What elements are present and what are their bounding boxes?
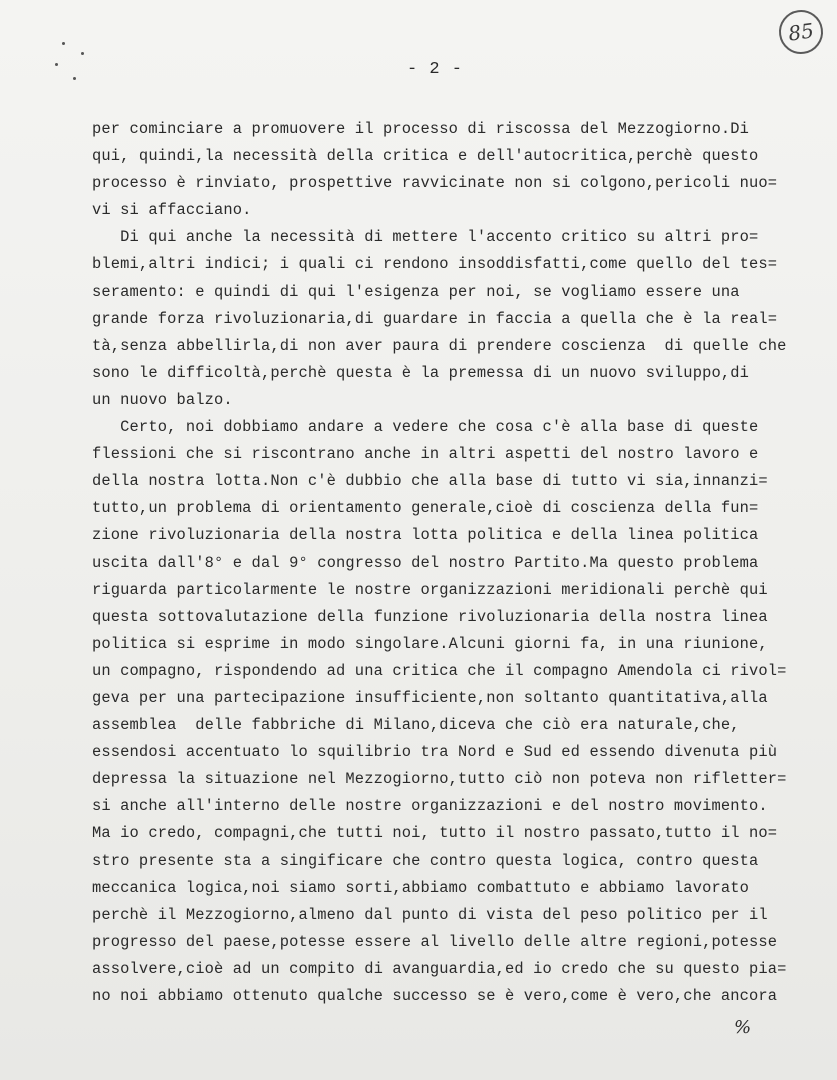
text-line: flessioni che si riscontrano anche in altri aspetti del nostro lavoro e	[92, 445, 759, 464]
text-line: processo è rinviato, prospettive ravvicinate non si colgono,pericoli nuo=	[92, 174, 778, 193]
text-line: blemi,altri indici; i quali ci rendono insoddisfatti,come quello del tes=	[92, 255, 778, 274]
text-line: assolvere,cioè ad un compito di avanguardia,ed io credo che su questo pia=	[92, 959, 787, 978]
text-line: seramento: e quindi di qui l'esigenza per noi, se vogliamo essere una	[92, 282, 740, 301]
text-line: essendosi accentuato lo squilibrio tra Nord e Sud ed essendo divenuta più	[92, 743, 778, 762]
text-line: assemblea delle fabbriche di Milano,diceva che ciò era naturale,che,	[92, 716, 740, 735]
text-line: per cominciare a promuovere il processo di riscossa del Mezzogiorno.Di	[92, 120, 750, 138]
text-line: si anche all'interno delle nostre organizzazioni e del nostro movimento.	[92, 797, 768, 816]
text-line: vi si affacciano.	[92, 201, 252, 220]
page-number: - 2 -	[406, 60, 463, 79]
text-line: politica si esprime in modo singolare.Alcuni giorni fa, in una riunione,	[92, 634, 768, 653]
body-text	[92, 116, 832, 1010]
continuation-mark: %	[734, 1017, 752, 1038]
text-line: questa sottovalutazione della funzione rivoluzionaria della nostra linea	[92, 607, 768, 626]
stamp-number: 85	[786, 18, 816, 46]
text-line: della nostra lotta.Non c'è dubbio che alla base di tutto vi sia,innanzi=	[92, 472, 768, 491]
text-line: no noi abbiamo ottenuto qualche successo se è vero,come è vero,che ancora	[92, 987, 778, 1005]
page-stamp	[776, 7, 826, 57]
text-line: geva per una partecipazione insufficiente,non soltanto quantitativa,alla	[92, 688, 768, 707]
text-line: sono le difficoltà,perchè questa è la premessa di un nuovo sviluppo,di	[92, 363, 750, 382]
text-line: Certo, noi dobbiamo andare a vedere che cosa c'è alla base di queste	[92, 418, 759, 437]
text-line: un nuovo balzo.	[92, 390, 233, 409]
text-line: un compagno, rispondendo ad una critica che il compagno Amendola ci rivol=	[92, 661, 787, 680]
text-line: meccanica logica,noi siamo sorti,abbiamo combattuto e abbiamo lavorato	[92, 878, 750, 897]
text-line: uscita dall'8° e dal 9° congresso del nostro Partito.Ma questo problema	[92, 553, 759, 572]
text-line: stro presente sta a singificare che contro questa logica, contro questa	[92, 851, 759, 870]
text-line: riguarda particolarmente le nostre organizzazioni meridionali perchè qui	[92, 580, 768, 599]
text-line: grande forza rivoluzionaria,di guardare in faccia a quella che è la real=	[92, 309, 778, 328]
text-line: depressa la situazione nel Mezzogiorno,tutto ciò non poteva non rifletter=	[92, 770, 787, 789]
text-line: Di qui anche la necessità di mettere l'accento critico su altri pro=	[92, 228, 759, 247]
text-line: tà,senza abbellirla,di non aver paura di prendere coscienza di quelle che	[92, 336, 787, 355]
text-line: zione rivoluzionaria della nostra lotta politica e della linea politica	[92, 526, 759, 545]
text-line: Ma io credo, compagni,che tutti noi, tutto il nostro passato,tutto il no=	[92, 824, 778, 843]
text-line: tutto,un problema di orientamento generale,cioè di coscienza della fun=	[92, 499, 759, 518]
text-line: qui, quindi,la necessità della critica e dell'autocritica,perchè questo	[92, 147, 759, 166]
text-line: perchè il Mezzogiorno,almeno dal punto di vista del peso politico per il	[92, 905, 768, 924]
text-line: progresso del paese,potesse essere al livello delle altre regioni,potesse	[92, 932, 778, 951]
